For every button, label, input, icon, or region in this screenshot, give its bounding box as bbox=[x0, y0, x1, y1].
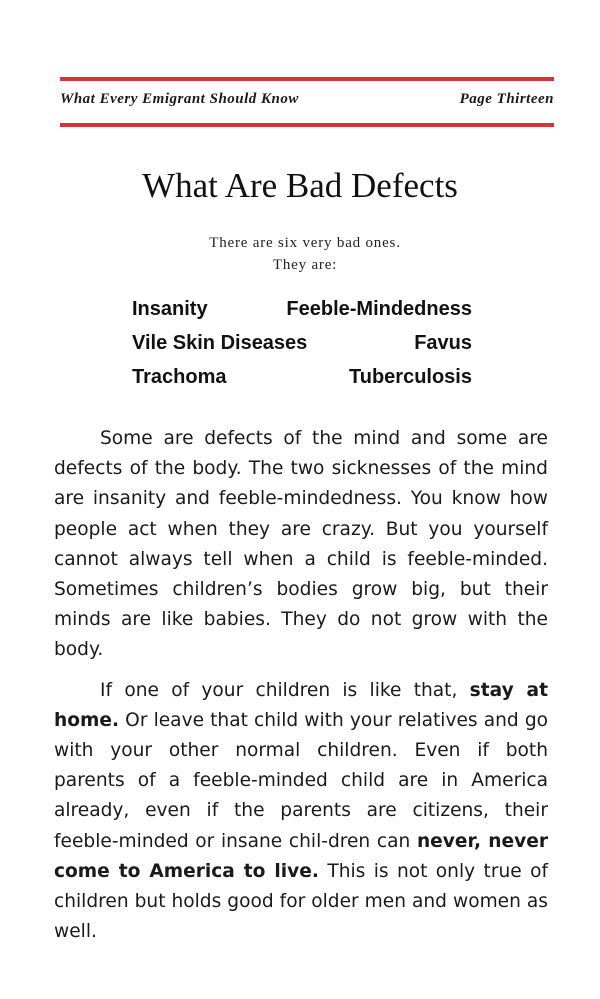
paragraph-2-text: Or leave that child with your relatives and go with your other normal children. Even if both parents of a feeble-minded child are in America already, even if the parents are citizens, their feeble-minded or insane chil-dren can bbox=[54, 709, 548, 852]
emphasis-stay-at-home: stay at home. bbox=[54, 679, 548, 731]
header-rule-bottom bbox=[60, 123, 554, 127]
defect-item: Vile Skin Diseases bbox=[132, 332, 308, 354]
defect-item: Feeble-Mindedness bbox=[286, 298, 472, 320]
intro-line-2: They are: bbox=[272, 257, 338, 273]
defect-item: Insanity bbox=[132, 298, 208, 320]
page-title: What Are Bad Defects bbox=[142, 166, 458, 205]
page-number-label: Page Thirteen bbox=[459, 91, 554, 107]
defect-item: Favus bbox=[414, 332, 472, 354]
paragraph-2-text: This is not only true of children but holds good for older men and women as well. bbox=[54, 860, 548, 943]
defect-item: Tuberculosis bbox=[349, 366, 472, 388]
defects-row bbox=[132, 294, 472, 328]
emphasis-never-come: never, never come to America to live. bbox=[54, 830, 548, 882]
paragraph-1: Some are defects of the mind and some are defects of the body. The two sicknesses of the mind are insanity and feeble-mindedness. You know how people act when they are crazy. But you yourself cannot always tell when a child is feeble-minded. Sometimes children’s bodies grow big, but their minds are like babies. They do not grow with the body. bbox=[54, 428, 548, 661]
defects-row bbox=[132, 362, 472, 396]
intro-text bbox=[0, 232, 600, 276]
header-rule-top bbox=[60, 77, 554, 81]
running-header bbox=[60, 91, 554, 108]
defects-row bbox=[132, 328, 472, 362]
defects-list bbox=[132, 294, 472, 396]
running-title: What Every Emigrant Should Know bbox=[60, 91, 299, 107]
paragraph-2-text: If one of your children is like that, bbox=[100, 679, 470, 701]
intro-line-1: There are six very bad ones. bbox=[209, 235, 401, 251]
defect-item: Trachoma bbox=[132, 366, 227, 388]
body-text bbox=[54, 424, 548, 947]
paragraph-2 bbox=[54, 676, 548, 948]
